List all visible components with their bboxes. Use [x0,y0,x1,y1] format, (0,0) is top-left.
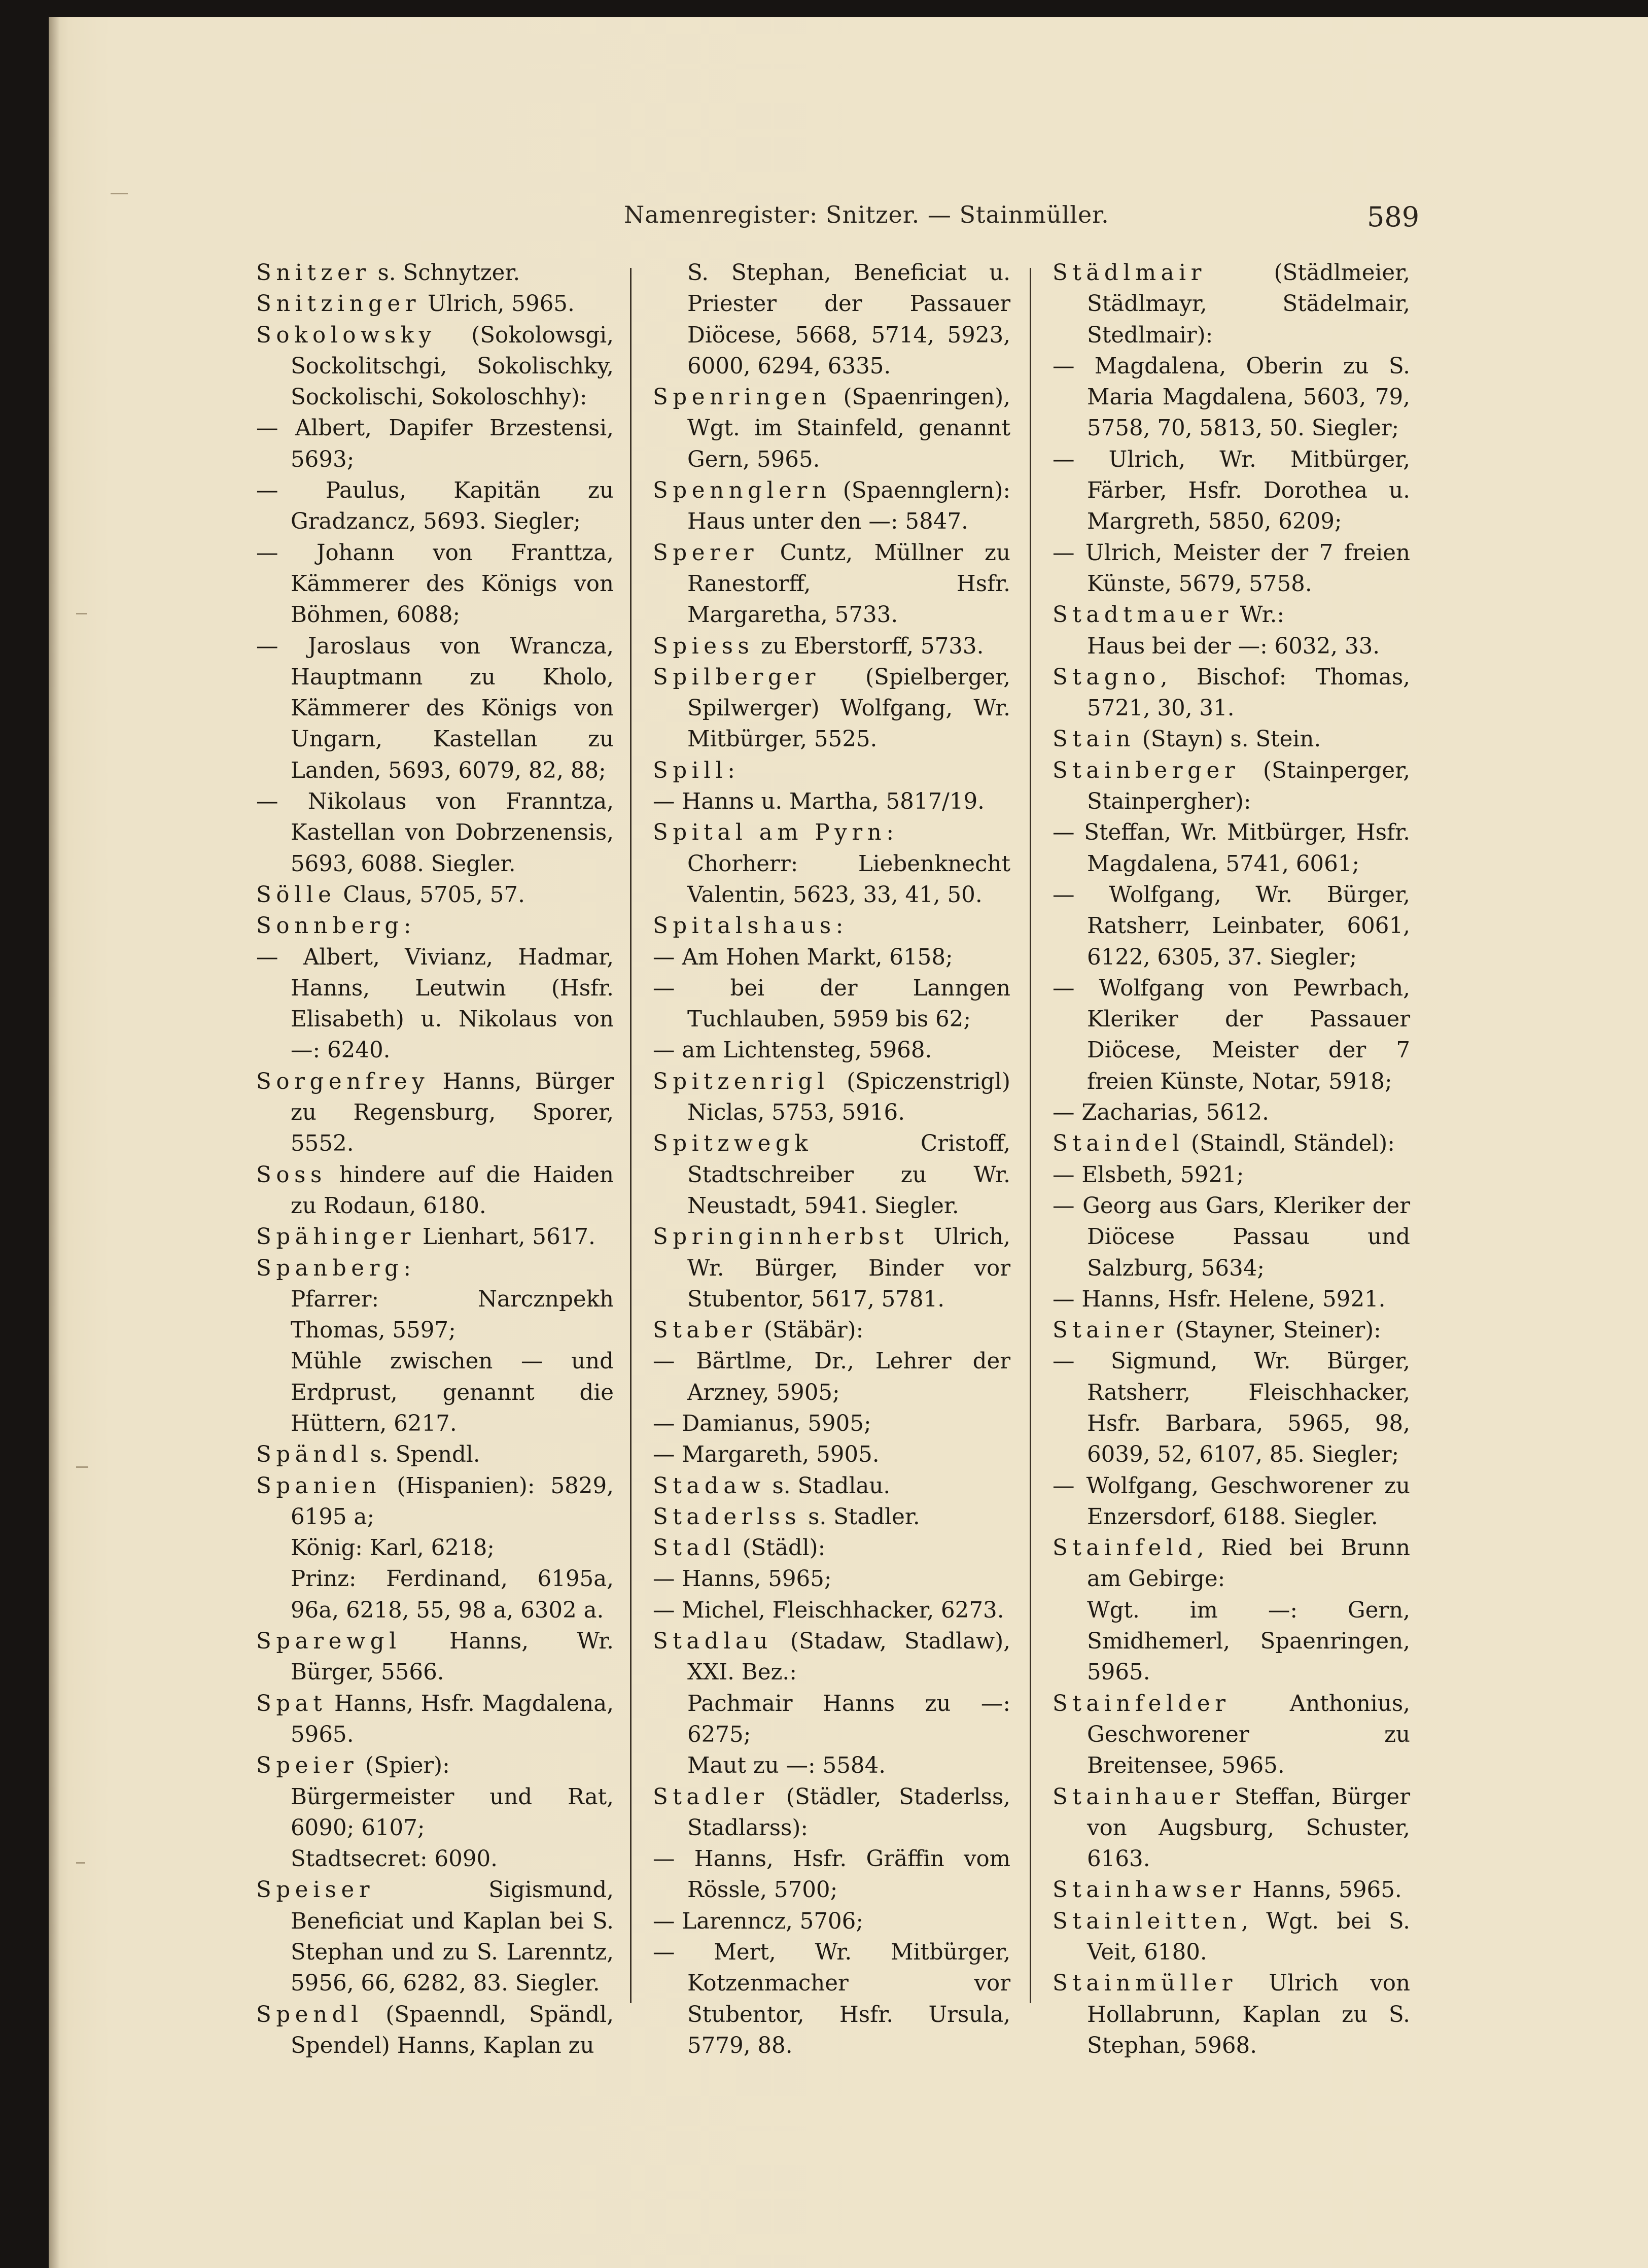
index-entry [256,320,614,414]
index-subentry [1053,1471,1410,1533]
index-text: — Margareth, 5905. [653,1442,880,1468]
index-subline [653,1750,1010,1781]
index-entry [653,1128,1010,1222]
index-entry [256,258,614,289]
index-headword: Stain [1053,727,1135,752]
index-text: : [835,913,844,939]
index-subentry [1053,973,1410,1097]
index-entry [653,1502,1010,1533]
index-headword: Stainhauer [1053,1784,1225,1810]
index-headword: Stainer [1053,1318,1169,1344]
index-text: Mühle zwischen — und Erdprust, genannt die Hüttern, 6217. [291,1349,614,1436]
index-headword: Staindel [1053,1131,1184,1157]
index-text: Sigismund, Beneficiat und Kaplan bei S. Stephan und zu S. Larenntz, 5956, 66, 6282, 83. Siegler. [291,1877,614,1997]
index-entry [1053,600,1410,631]
index-headword: Sparewgl [256,1629,401,1655]
index-text: — Bärtlme, Dr., Lehrer der Arzney, 5905; [653,1349,1010,1405]
index-subentry [653,942,1010,973]
index-entry [1053,1533,1410,1595]
running-header: Namenregister: Snitzer. — Stainmüller. [624,201,1109,228]
index-text: Cuntz, Müllner zu Ranestorff, Hsfr. Margaretha, 5733. [687,540,1010,628]
index-text: : [886,820,894,846]
margin-mark [111,193,128,194]
index-subentry [653,1346,1010,1408]
index-text: König: Karl, 6218; [291,1535,495,1561]
index-entry [256,1253,614,1284]
index-headword: Spendl [256,2002,363,2028]
index-subentry [1053,444,1410,538]
index-text: Pfarrer: Narcznpekh Thomas, 5597; [291,1286,614,1344]
index-text: (Städl): [735,1535,826,1561]
index-headword: Sonnberg [256,913,404,939]
index-headword: Spennglern [653,478,831,504]
index-text: Chorherr: Liebenknecht Valentin, 5623, 33, 41, 50. [687,851,1010,908]
index-headword: Stainhawser [1053,1877,1246,1903]
index-entry [653,1471,1010,1502]
index-text: S. Stephan, Beneficiat u. Priester der Passauer Diöcese, 5668, 5714, 5923, 6000, 6294, 6335. [687,260,1010,379]
index-text: (Spielberger, Spilwerger) Wolfgang, Wr. Mitbürger, 5525. [687,664,1010,752]
index-text: (Stayner, Steiner): [1168,1318,1381,1344]
index-subentry [653,1408,1010,1439]
index-subentry [1053,817,1410,880]
index-text: (Staindl, Ständel): [1184,1131,1395,1157]
index-text: — am Lichtensteg, 5968. [653,1038,932,1063]
index-text: (Spaennglern): Haus unter den —: 5847. [687,478,1010,535]
index-text: : [403,1255,411,1281]
index-entry [1053,662,1410,725]
index-subentry [653,1906,1010,1937]
index-text: — Jaroslaus von Wrancza, Hauptmann zu Kholo, Kämmerer des Königs von Ungarn, Kastellan zu Landen, 5693, 6079, 82, 88; [256,633,614,783]
index-entry [1053,724,1410,755]
index-text: Bürgermeister und Rat, 6090; 6107; [291,1784,614,1841]
index-text: — Mert, Wr. Mitbürger, Kotzenmacher vor Stubentor, Hsfr. Ursula, 5779, 88. [653,1940,1010,2058]
index-entry [653,1782,1010,1844]
index-subline [1053,1595,1410,1689]
index-subentry [653,1035,1010,1066]
index-text: (Spaenringen), Wgt. im Stainfeld, genannt Gern, 5965. [687,385,1010,472]
index-entry [1053,755,1410,818]
index-entry [1053,1968,1410,2061]
index-subentry [653,973,1010,1036]
index-text: Wgt. im —: Gern, Smidhemerl, Spaenringen, 5965. [1087,1597,1410,1686]
index-headword: Spiess [653,633,754,659]
index-column-3 [1053,258,1410,2061]
index-entry [653,911,1010,942]
index-entry [256,1222,614,1253]
index-subentry [1053,538,1410,600]
index-entry [256,1750,614,1781]
binding-shadow [49,17,60,2268]
index-subline [256,1533,614,1564]
index-column-1 [256,258,614,2061]
index-headword: Soss [256,1162,327,1188]
index-text: zu Eberstorff, 5733. [754,633,984,659]
index-headword: Sokolowsky [256,322,436,348]
index-subentry [256,942,614,1067]
index-headword: Stainberger [1053,758,1240,783]
index-text: Hanns, Hsfr. Magdalena, 5965. [291,1691,614,1747]
index-headword: Stadl [653,1535,735,1561]
index-subentry [653,1595,1010,1626]
index-headword: Stadlau [653,1629,773,1655]
index-text: — bei der Lanngen Tuchlauben, 5959 bis 62; [653,975,1010,1033]
index-text: — Hanns u. Martha, 5817/19. [653,789,985,815]
index-headword: Spanberg [256,1255,404,1281]
index-text: Ulrich, 5965. [420,291,575,317]
margin-mark [76,613,87,614]
index-entry [256,289,614,320]
index-entry [1053,1875,1410,1906]
index-headword: Spitzwegk [653,1131,813,1157]
index-text: hindere auf die Haiden zu Rodaun, 6180. [291,1162,614,1219]
index-subline [256,1782,614,1844]
index-headword: Snitzinger [256,291,421,317]
index-text: — Wolfgang, Geschworener zu Enzersdorf, 6188. Siegler. [1053,1473,1410,1530]
index-text: — Hanns, Hsfr. Gräffin vom Rössle, 5700; [653,1846,1010,1903]
index-headword: Stainleitten [1053,1908,1242,1934]
index-text: Hanns, Bürger zu Regensburg, Sporer, 5552. [291,1069,614,1157]
index-entry [653,538,1010,631]
index-text: — Wolfgang, Wr. Bürger, Ratsherr, Leinbater, 6061, 6122, 6305, 37. Siegler; [1053,882,1410,970]
index-text: , Ried bei Brunn am Gebirge: [1087,1535,1410,1592]
index-subentry [653,1844,1010,1906]
index-subentry [1053,351,1410,444]
index-text: s. Spendl. [363,1442,480,1468]
index-entry [256,880,614,911]
index-headword: Stadtmauer [1053,602,1233,628]
index-headword: Speier [256,1753,359,1779]
index-entry [653,631,1010,662]
index-entry [653,662,1010,755]
index-subline [653,258,1010,382]
index-entry [256,1875,614,1999]
index-text: Cristoff, Stadtschreiber zu Wr. Neustadt, 5941. Siegler. [687,1131,1010,1219]
index-text: : [403,913,411,939]
index-text: — Nikolaus von Franntza, Kastellan von Dobrzenensis, 5693, 6088. Siegler. [256,789,614,877]
index-text: — Elsbeth, 5921; [1053,1162,1244,1188]
index-subentry [256,538,614,631]
index-headword: Stainmüller [1053,1971,1238,1997]
index-headword: Sorgenfrey [256,1069,430,1094]
index-text: Pachmair Hanns zu —: 6275; [687,1691,1010,1747]
index-text: Prinz: Ferdinand, 6195a, 96a, 6218, 55, 98 a, 6302 a. [291,1566,614,1623]
index-headword: Spilberger [653,664,820,690]
column-rule [1030,268,1031,2003]
index-entry [256,1439,614,1470]
index-entry [653,382,1010,475]
index-text: — Sigmund, Wr. Bürger, Ratsherr, Fleischhacker, Hsfr. Barbara, 5965, 98, 6039, 52, 6107, 85. Siegler; [1053,1349,1410,1468]
index-text: (Stayn) s. Stein. [1135,727,1321,752]
index-subentry [653,1564,1010,1595]
index-text: (Städler, Staderlss, Stadlarss): [687,1784,1010,1841]
index-entry [256,1689,614,1751]
index-text: Maut zu —: 5584. [687,1753,886,1779]
index-text: — Zacharias, 5612. [1053,1100,1269,1126]
index-headword: Snitzer [256,260,371,286]
index-entry [256,911,614,942]
index-text: s. Stadlau. [765,1473,891,1499]
index-subentry [1053,1160,1410,1191]
index-text: — Paulus, Kapitän zu Gradzancz, 5693. Siegler; [256,478,614,535]
index-entry [256,2000,614,2062]
index-text: — Johann von Franttza, Kämmerer des Königs von Böhmen, 6088; [256,540,614,628]
index-text: — Georg aus Gars, Kleriker der Diöcese Passau und Salzburg, 5634; [1053,1193,1410,1281]
index-subentry [1053,1097,1410,1128]
index-headword: Stadaw [653,1473,765,1499]
index-headword: Stainfeld [1053,1535,1197,1561]
index-text: (Hispanien): 5829, 6195 a; [291,1473,614,1530]
index-text: , Wgt. bei S. Veit, 6180. [1087,1908,1410,1966]
margin-mark [76,1862,85,1864]
index-text: (Stäbär): [757,1318,864,1344]
index-entry [653,1067,1010,1129]
index-entry [256,1160,614,1222]
index-subentry [653,1439,1010,1470]
index-subline [1053,631,1410,662]
index-text: — Larenncz, 5706; [653,1908,864,1934]
index-entry [653,475,1010,538]
index-text: Wr.: [1233,602,1285,628]
index-headword: Springinnherbst [653,1224,908,1250]
index-text: — Albert, Dapifer Brzestensi, 5693; [256,416,614,472]
index-entry [256,1626,614,1689]
index-entry [1053,258,1410,351]
index-text: s. Stadler. [801,1504,920,1530]
index-entry [653,1626,1010,1689]
index-entry [653,817,1010,848]
margin-mark [76,1466,88,1468]
index-headword: Spitalshaus [653,913,836,939]
index-subentry [256,413,614,475]
index-subline [653,1689,1010,1751]
index-text: — Albert, Vivianz, Hadmar, Hanns, Leutwin (Hsfr. Elisabeth) u. Nikolaus von —: 6240. [256,944,614,1063]
index-text: — Ulrich, Meister der 7 freien Künste, 5679, 5758. [1053,540,1410,597]
index-headword: Spital am Pyrn [653,820,887,846]
index-subline [256,1844,614,1875]
page-number: 589 [1367,201,1420,233]
index-text: Stadtsecret: 6090. [291,1846,498,1872]
index-headword: Spenringen [653,385,831,410]
index-text: : [727,758,735,783]
index-text: — Wolfgang von Pewrbach, Kleriker der Passauer Diöcese, Meister der 7 freien Künste, Notar, 5918; [1053,975,1410,1094]
index-subentry [653,786,1010,817]
index-headword: Spanien [256,1473,381,1499]
index-text: Ulrich von Hollabrunn, Kaplan zu S. Stephan, 5968. [1087,1971,1410,2058]
index-text: Hanns, Wr. Bürger, 5566. [291,1629,614,1686]
index-text: (Stadaw, Stadlaw), XXI. Bez.: [687,1629,1010,1686]
index-column-2 [653,258,1010,2061]
index-subline [256,1346,614,1439]
index-text: — Am Hohen Markt, 6158; [653,944,953,970]
index-text: — Hanns, 5965; [653,1566,832,1592]
index-text: (Spier): [358,1753,450,1779]
column-rule [630,268,632,2003]
index-text: — Steffan, Wr. Mitbürger, Hsfr. Magdalena, 5741, 6061; [1053,820,1410,877]
index-subline [653,849,1010,911]
index-subentry [256,475,614,538]
index-entry [1053,1689,1410,1782]
index-headword: Stagno [1053,664,1161,690]
index-subentry [256,631,614,786]
index-text: Hanns, 5965. [1245,1877,1402,1903]
index-headword: Sölle [256,882,336,908]
index-subline [256,1284,614,1347]
index-headword: Stainfelder [1053,1691,1231,1716]
index-text: s. Schnytzer. [370,260,520,286]
index-entry [653,1315,1010,1346]
index-text: Anthonius, Geschworener zu Breitensee, 5965. [1087,1691,1410,1779]
index-text: Claus, 5705, 57. [336,882,525,908]
index-headword: Stadler [653,1784,769,1810]
index-headword: Städlmair [1053,260,1206,286]
index-entry [1053,1782,1410,1875]
index-headword: Spähinger [256,1224,416,1250]
index-headword: Staber [653,1318,757,1344]
index-entry [1053,1128,1410,1159]
index-entry [1053,1906,1410,1969]
index-text: — Ulrich, Wr. Mitbürger, Färber, Hsfr. Dorothea u. Margreth, 5850, 6209; [1053,446,1410,535]
index-subline [256,1564,614,1626]
index-headword: Spat [256,1691,327,1716]
index-headword: Staderlss [653,1504,801,1530]
index-text: (Städlmeier, Städlmayr, Städelmair, Stedlmair): [1087,260,1410,348]
index-subentry [1053,1284,1410,1315]
index-headword: Speiser [256,1877,375,1903]
index-text: — Hanns, Hsfr. Helene, 5921. [1053,1286,1386,1312]
index-entry [653,755,1010,786]
index-entry [256,1471,614,1533]
index-text: — Damianus, 5905; [653,1411,871,1436]
index-headword: Sperer [653,540,759,566]
index-text: (Spiczenstrigl) Niclas, 5753, 5916. [687,1069,1010,1126]
index-text: (Spaenndl, Spändl, Spendel) Hanns, Kaplan zu [291,2002,614,2058]
index-headword: Spändl [256,1442,363,1468]
index-subentry [1053,1346,1410,1470]
index-entry [1053,1315,1410,1346]
index-subentry [653,1937,1010,2061]
index-subentry [1053,880,1410,973]
index-subentry [256,786,614,880]
index-text: , Bischof: Thomas, 5721, 30, 31. [1087,664,1410,721]
index-text: (Sokolowsgi, Sockolitschgi, Sokolischky, Sockolischi, Sokoloschhy): [291,322,614,410]
index-text: Steffan, Bürger von Augsburg, Schuster, 6163. [1087,1784,1410,1872]
index-text: Ulrich, Wr. Bürger, Binder vor Stubentor, 5617, 5781. [687,1224,1010,1312]
index-headword: Spitzenrigl [653,1069,829,1094]
index-text: Haus bei der —: 6032, 33. [1087,633,1380,659]
index-headword: Spill [653,758,728,783]
index-entry [653,1533,1010,1564]
index-text: Lienhart, 5617. [415,1224,595,1250]
index-text: — Magdalena, Oberin zu S. Maria Magdalena, 5603, 79, 5758, 70, 5813, 50. Siegler; [1053,353,1410,441]
index-text: (Stainperger, Stainpergher): [1087,758,1410,815]
index-subentry [1053,1191,1410,1284]
index-text: — Michel, Fleischhacker, 6273. [653,1597,1004,1623]
index-entry [256,1067,614,1160]
index-entry [653,1222,1010,1315]
